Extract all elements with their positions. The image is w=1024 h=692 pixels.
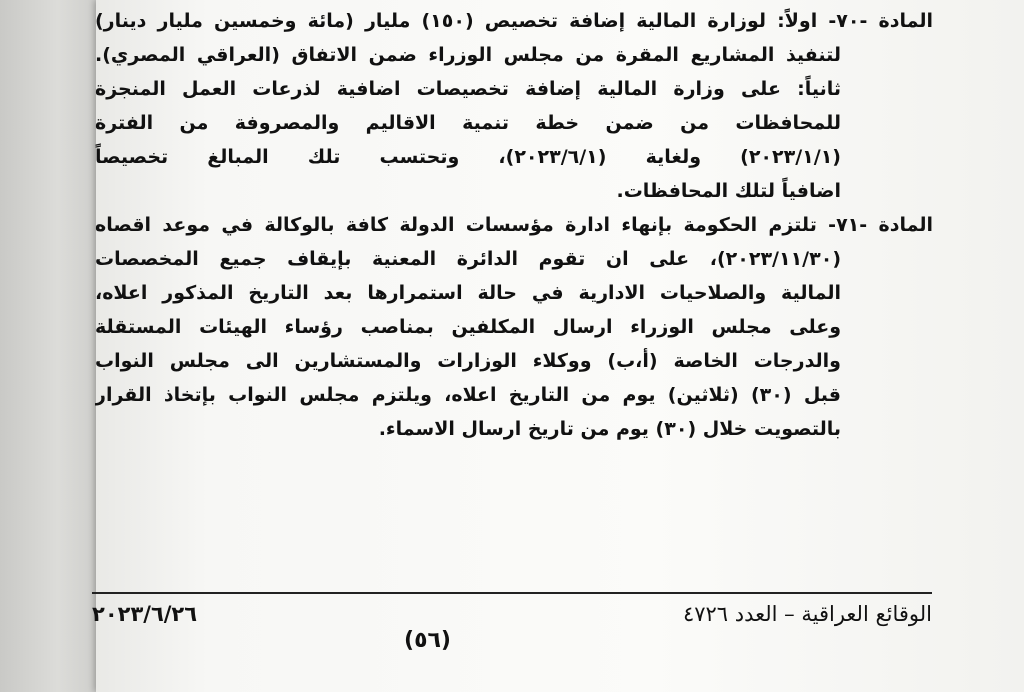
footer-publication: الوقائع العراقية – العدد ٤٧٢٦ (682, 602, 932, 626)
page-number: (٥٦) (404, 628, 451, 653)
article-70-line-1: المادة -٧٠- اولاً: لوزارة المالية إضافة تخصيص (١٥٠) مليار (مائة وخمسين مليار دينار) (95, 10, 933, 32)
document-body (95, 4, 933, 446)
article-71-line-2: (٢٠٢٣/١١/٣٠)، على ان تقوم الدائرة المعنية بإيقاف جميع المخصصات (95, 248, 841, 270)
article-70-line-4: للمحافظات من ضمن خطة تنمية الاقاليم والمصروفة من الفترة (95, 112, 841, 134)
article-71-line-1: المادة -٧١- تلتزم الحكومة بإنهاء ادارة مؤسسات الدولة كافة بالوكالة في موعد اقصاه (95, 214, 933, 236)
article-70-line-6: اضافياً لتلك المحافظات. (616, 180, 841, 202)
article-71-line-5: والدرجات الخاصة (أ،ب) ووكلاء الوزارات والمستشارين الى مجلس النواب (95, 350, 841, 372)
article-70-line-5: (٢٠٢٣/١/١) ولغاية (٢٠٢٣/٦/١)، وتحتسب تلك المبالغ تخصيصاً (95, 146, 841, 168)
article-70-line-3: ثانياً: على وزارة المالية إضافة تخصيصات اضافية لذرعات العمل المنجزة (95, 78, 841, 100)
page-margin-shadow (0, 0, 96, 692)
article-71-line-4: وعلى مجلس الوزراء ارسال المكلفين بمناصب رؤساء الهيئات المستقلة (95, 316, 841, 338)
footer-divider (92, 592, 932, 594)
article-71-line-6: قبل (٣٠) (ثلاثين) يوم من التاريخ اعلاه، ويلتزم مجلس النواب بإتخاذ القرار (95, 384, 841, 406)
footer-date: ٢٠٢٣/٦/٢٦ (92, 602, 198, 626)
article-71-line-3: المالية والصلاحيات الادارية في حالة استمرارها بعد التاريخ المذكور اعلاه، (95, 282, 841, 304)
article-70-line-2: لتنفيذ المشاريع المقرة من مجلس الوزراء ضمن الاتفاق (العراقي المصري). (95, 44, 841, 66)
article-71-line-7: بالتصويت خلال (٣٠) يوم من تاريخ ارسال الاسماء. (378, 418, 841, 440)
